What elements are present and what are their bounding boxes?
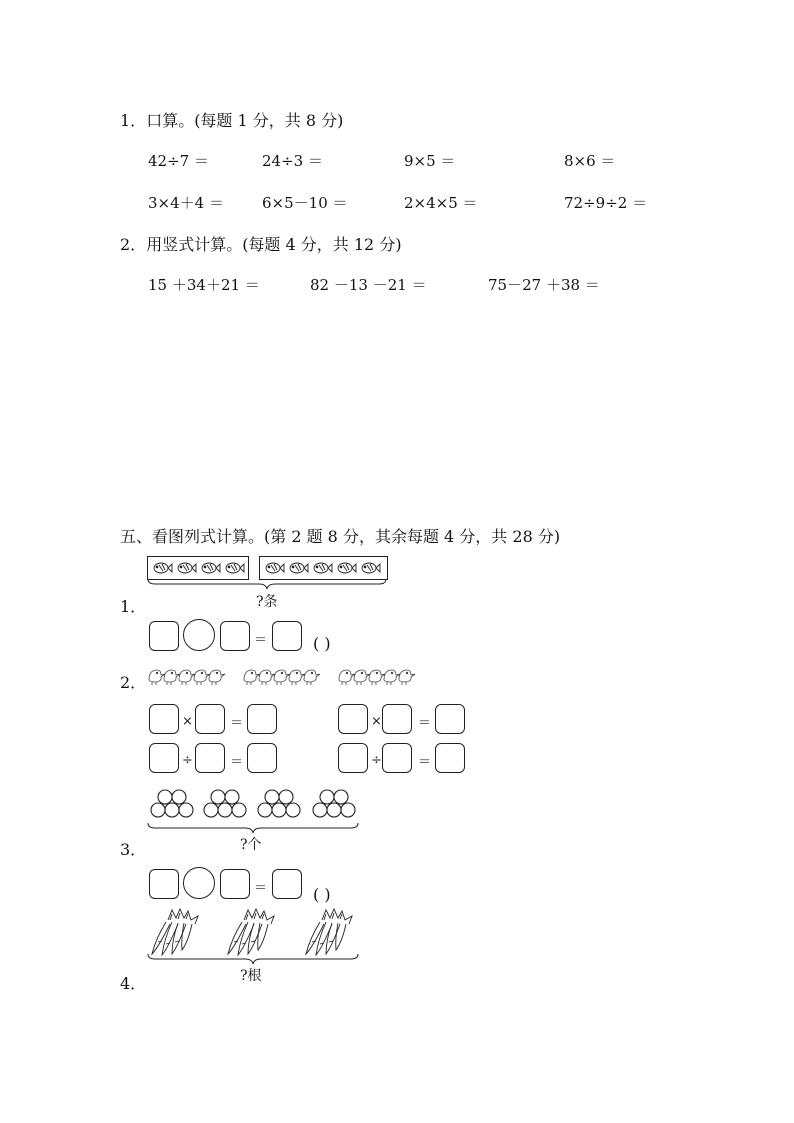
section-5-title: 五、看图列式计算。(第 2 题 8 分，其余每题 4 分，共 28 分) — [120, 527, 561, 546]
question-number: 1． — [120, 111, 147, 130]
answer-box[interactable] — [338, 704, 368, 734]
answer-box[interactable] — [195, 704, 225, 734]
times-sign: × — [182, 714, 193, 729]
answer-box[interactable] — [338, 743, 368, 773]
problem-number: 2． — [120, 673, 147, 692]
problem-number: 1． — [120, 597, 147, 616]
answer-box[interactable] — [149, 869, 179, 899]
divide-sign: ÷ — [371, 753, 382, 768]
answer-box[interactable] — [435, 704, 465, 734]
equals-sign: ＝ — [254, 881, 268, 896]
vertical-item: 82 －13 －21 ＝ — [310, 276, 427, 294]
unit-blank[interactable]: ( ) — [313, 634, 331, 653]
times-sign: × — [371, 714, 382, 729]
fish-group-box — [147, 556, 249, 580]
answer-box[interactable] — [247, 743, 277, 773]
answer-box[interactable] — [272, 869, 302, 899]
carrot-icon — [148, 908, 360, 956]
oral-item: 6×5－10 ＝ — [262, 194, 348, 212]
answer-box[interactable] — [272, 621, 302, 651]
answer-box[interactable] — [247, 704, 277, 734]
question-number: 2． — [120, 235, 147, 254]
oral-item: 42÷7 ＝ — [148, 152, 209, 170]
answer-box[interactable] — [382, 743, 412, 773]
question-2-heading — [120, 232, 402, 255]
equals-sign: ＝ — [254, 633, 268, 648]
fish-group-box — [259, 556, 388, 580]
problem-number: 3． — [120, 840, 147, 859]
brace-label: ?条 — [256, 594, 278, 610]
brace — [147, 578, 387, 590]
oral-item: 2×4×5 ＝ — [404, 194, 478, 212]
bird-icon — [147, 664, 417, 686]
equals-sign: ＝ — [230, 716, 244, 731]
answer-box[interactable] — [149, 743, 179, 773]
answer-box[interactable] — [220, 869, 250, 899]
question-text: 用竖式计算。(每题 4 分，共 12 分) — [146, 235, 402, 254]
operator-circle[interactable] — [183, 867, 215, 899]
oral-item: 8×6 ＝ — [564, 152, 616, 170]
equals-sign: ＝ — [418, 716, 432, 731]
vertical-item: 75－27 ＋38 ＝ — [488, 276, 600, 294]
problem-number: 4． — [120, 974, 147, 993]
circle-icon — [148, 788, 360, 824]
oral-item: 3×4＋4 ＝ — [148, 194, 224, 212]
answer-box[interactable] — [195, 743, 225, 773]
brace — [147, 953, 359, 965]
brace-label: ?根 — [240, 968, 262, 984]
brace — [147, 822, 359, 834]
answer-box[interactable] — [382, 704, 412, 734]
oral-item: 72÷9÷2 ＝ — [564, 194, 648, 212]
operator-circle[interactable] — [183, 619, 215, 651]
question-1-heading — [120, 108, 343, 131]
divide-sign: ÷ — [182, 753, 193, 768]
vertical-item: 15 ＋34＋21 ＝ — [148, 276, 260, 294]
oral-item: 9×5 ＝ — [404, 152, 456, 170]
answer-box[interactable] — [220, 621, 250, 651]
fish-icon — [148, 557, 248, 579]
equals-sign: ＝ — [418, 755, 432, 770]
answer-box[interactable] — [435, 743, 465, 773]
fish-icon — [260, 557, 387, 579]
brace-label: ?个 — [240, 837, 262, 853]
unit-blank[interactable]: ( ) — [313, 885, 331, 904]
answer-box[interactable] — [149, 704, 179, 734]
answer-box[interactable] — [149, 621, 179, 651]
question-text: 口算。(每题 1 分，共 8 分) — [146, 111, 344, 130]
equals-sign: ＝ — [230, 755, 244, 770]
oral-item: 24÷3 ＝ — [262, 152, 323, 170]
